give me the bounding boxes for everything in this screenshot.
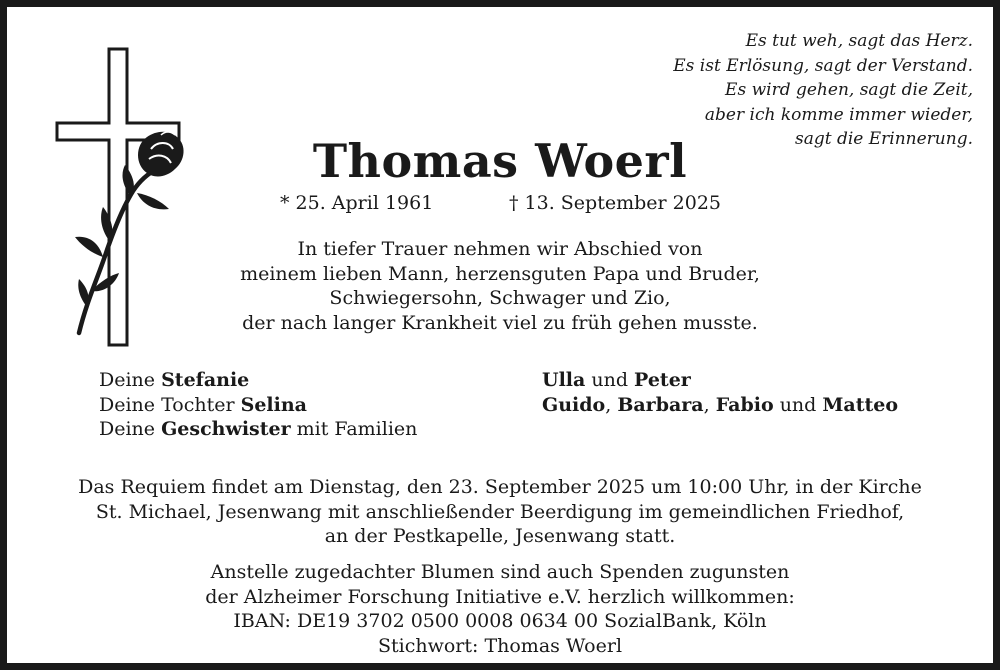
mourner-name: Peter — [634, 369, 691, 391]
donation-iban: IBAN: DE19 3702 0500 0008 0634 00 SozialBank, Köln — [233, 610, 767, 632]
mourners-left — [99, 368, 417, 442]
mourner-entry — [542, 368, 898, 393]
mourner-name: Fabio — [715, 393, 774, 416]
mourners-right — [542, 368, 898, 417]
mourning-text-line: Schwiegersohn, Schwager und Zio, — [329, 287, 671, 309]
poem-line: aber ich komme immer wieder, — [704, 104, 973, 125]
donation-notice — [7, 560, 993, 658]
mourner-conjunction: und — [773, 393, 823, 416]
mourner-separator: , — [703, 393, 716, 416]
mourner-prefix: Deine — [99, 418, 162, 440]
mourner-entry — [99, 368, 417, 393]
mourner-suffix: mit Familien — [290, 418, 418, 440]
mourner-separator: , — [605, 393, 618, 416]
mourner-prefix: Deine — [99, 369, 162, 391]
requiem-notice — [7, 475, 993, 549]
mourner-name: Selina — [240, 393, 307, 416]
mourner-name: Barbara — [617, 393, 704, 416]
mourning-text-line: meinem lieben Mann, herzensguten Papa und Bruder, — [240, 262, 760, 285]
mourner-entry — [99, 393, 417, 418]
poem-line: Es ist Erlösung, sagt der Verstand. — [673, 55, 973, 76]
mourner-name: Ulla — [542, 369, 586, 391]
donation-keyword: Stichwort: Thomas Woerl — [377, 634, 623, 657]
death-date: † 13. September 2025 — [509, 192, 721, 214]
mourner-name: Stefanie — [161, 369, 250, 391]
donation-line: Anstelle zugedachter Blumen sind auch Spenden zugunsten — [210, 561, 790, 583]
mourner-prefix: Deine Tochter — [99, 393, 241, 416]
poem-line: Es wird gehen, sagt die Zeit, — [725, 80, 973, 100]
birth-date: * 25. April 1961 — [280, 192, 434, 214]
mourning-text-line: der nach langer Krankheit viel zu früh gehen musste. — [242, 311, 758, 334]
poem-line: Es tut weh, sagt das Herz. — [745, 31, 973, 51]
mourning-text — [7, 237, 993, 335]
rose-leaf — [137, 193, 169, 209]
donation-line: der Alzheimer Forschung Initiative e.V. herzlich willkommen: — [205, 585, 795, 608]
requiem-line: St. Michael, Jesenwang mit anschließender Beerdigung im gemeindlichen Friedhof, — [95, 500, 905, 523]
poem-line: sagt die Erinnerung. — [794, 129, 973, 149]
mourner-name: Geschwister — [161, 418, 291, 440]
mourner-entry — [542, 393, 898, 418]
mourner-name: Matteo — [822, 393, 899, 416]
requiem-line: an der Pestkapelle, Jesenwang statt. — [324, 525, 676, 547]
deceased-name: Thomas Woerl — [312, 134, 688, 188]
mourning-text-line: In tiefer Trauer nehmen wir Abschied von — [297, 238, 703, 260]
mourner-name: Guido — [542, 393, 606, 416]
mourner-entry — [99, 417, 417, 442]
requiem-line: Das Requiem findet am Dienstag, den 23. September 2025 um 10:00 Uhr, in der Kirche — [78, 476, 922, 498]
mourner-conjunction: und — [585, 369, 635, 391]
